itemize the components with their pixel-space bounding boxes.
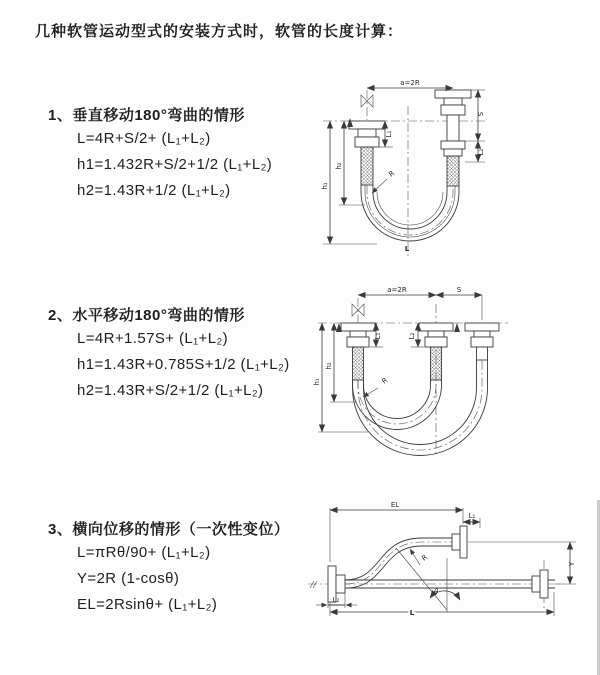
right-flange-assembly (465, 323, 499, 360)
length-label: L (404, 245, 410, 253)
curved-hose-displaced-position (345, 526, 467, 588)
dim-label-s: S (477, 111, 485, 117)
radius-label: R (387, 169, 397, 179)
section-horizontal-180-bend (48, 306, 333, 404)
formula-length: L=4R+1.57S+ (L₁+L₂) (77, 330, 229, 347)
dim-label-l2: L₂ (332, 596, 340, 604)
section-3-heading: 3、横向位移的情形（一次性变位） (48, 521, 290, 538)
dim-label-l1: L₁ (468, 512, 476, 520)
dimension-lines (316, 508, 576, 616)
formula-h1: h1=1.43R+0.785S+1/2 (L₁+L₂) (77, 356, 290, 373)
radius-label: R (380, 376, 390, 386)
dim-label-h1: h₁ (313, 378, 321, 386)
hose-u-bend (361, 185, 459, 241)
break-symbol (310, 581, 317, 588)
dim-label-s: S (456, 286, 462, 294)
section-vertical-180-bend (48, 106, 333, 204)
dim-label-el: EL (390, 501, 400, 509)
dim-label-l1: L₁ (374, 332, 382, 340)
formula-length: L=πRθ/90+ (L₁+L₂) (77, 544, 211, 561)
dim-label-l2: L₂ (477, 148, 485, 156)
dimension-lines (318, 295, 482, 432)
dim-label-l2: L₂ (408, 332, 416, 340)
formula-length: L=4R+S/2+ (L₁+L₂) (77, 130, 211, 147)
left-flange-assembly (341, 323, 375, 380)
formula-el: EL=2Rsinθ+ (L₁+L₂) (77, 596, 218, 613)
dim-label-y: Y (568, 561, 576, 567)
angle-label: θ (434, 588, 439, 596)
dim-label-l1: L₁ (385, 130, 393, 138)
right-flange-assembly (435, 90, 471, 186)
centerlines (318, 298, 508, 454)
dim-label-h1: h₁ (321, 182, 329, 190)
diagram-horizontal-180-bend (310, 280, 585, 460)
left-flange-assembly (349, 121, 385, 185)
formula-y: Y=2R (1-cosθ) (77, 570, 180, 587)
diagram-lateral-displacement (300, 498, 600, 653)
dim-label-a2r: a=2R (387, 286, 407, 294)
section-1-heading: 1、垂直移动180°弯曲的情形 (48, 107, 245, 124)
page-title: 几种软管运动型式的安装方式时，软管的长度计算： (35, 23, 404, 40)
middle-flange-assembly (419, 323, 453, 380)
radius-label: R (420, 553, 430, 563)
dim-label-h2: h₂ (325, 362, 333, 370)
dim-label-h2: h₂ (335, 162, 343, 170)
dim-label-a2r: a=2R (400, 79, 420, 87)
diagram-vertical-180-bend (315, 74, 585, 259)
formula-h2: h2=1.43R+1/2 (L₁+L₂) (77, 182, 231, 199)
section-lateral-displacement (48, 520, 333, 618)
section-2-heading: 2、水平移动180°弯曲的情形 (48, 307, 245, 324)
formula-h1: h1=1.432R+S/2+1/2 (L₁+L₂) (77, 156, 273, 173)
formula-h2: h2=1.43R+S/2+1/2 (L₁+L₂) (77, 382, 264, 399)
length-label: L (409, 609, 415, 617)
motion-arrow (454, 323, 460, 332)
